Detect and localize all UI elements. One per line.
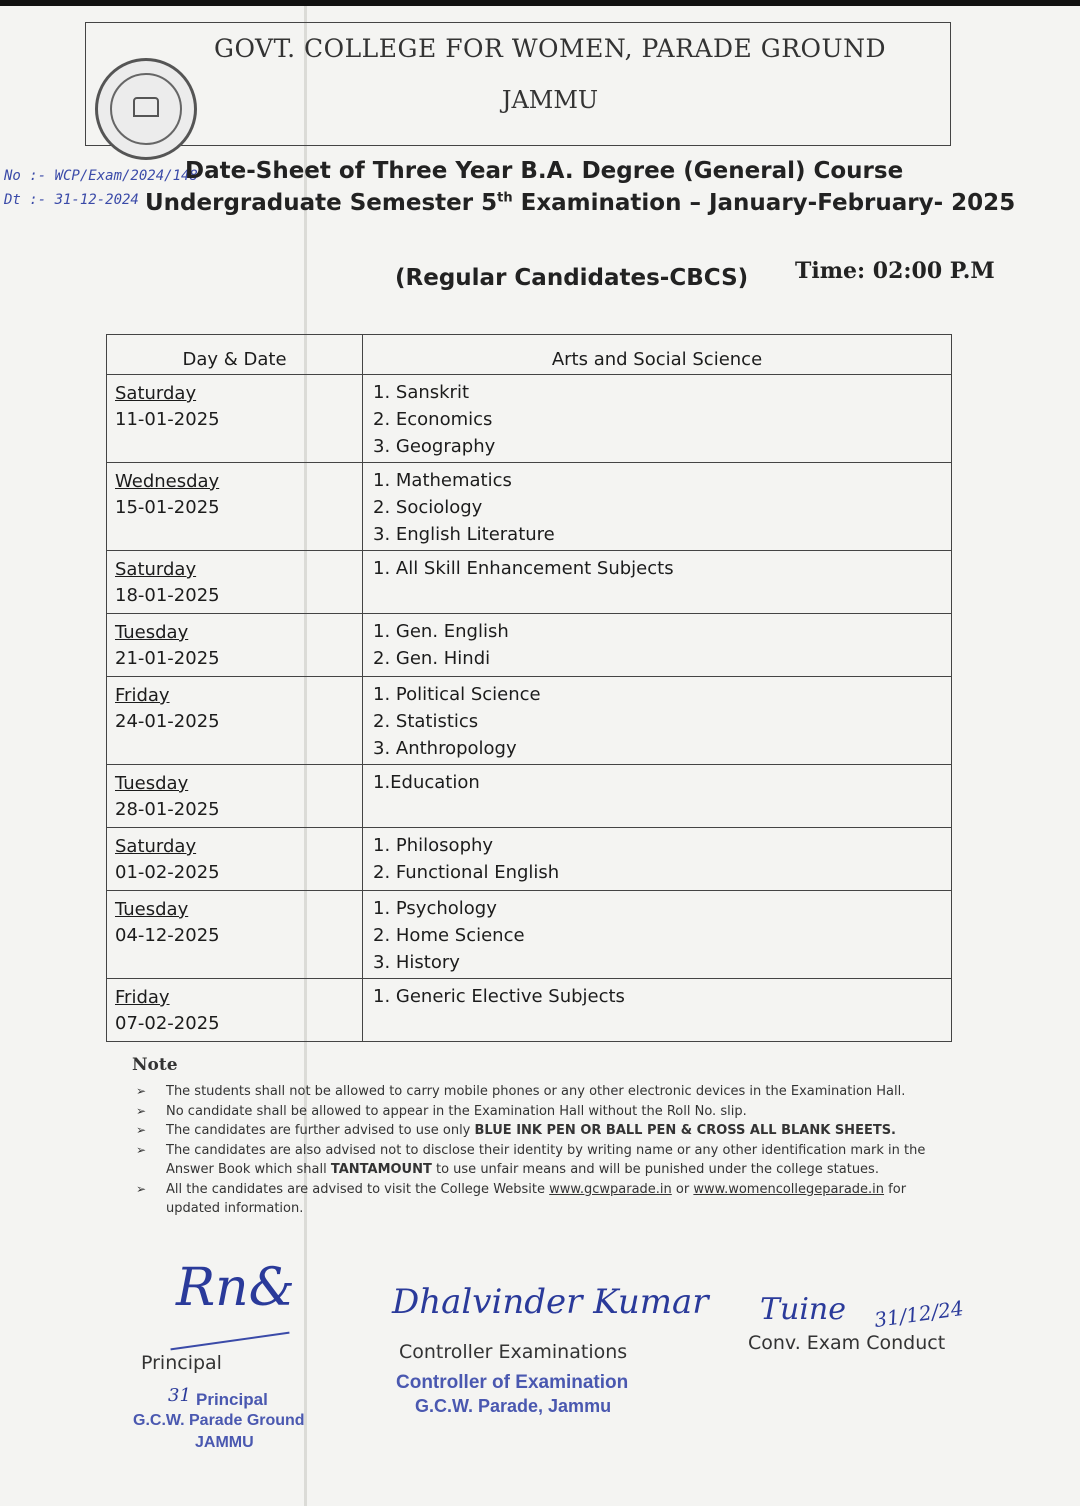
college-name: GOVT. COLLEGE FOR WOMEN, PARADE GROUND bbox=[213, 34, 886, 63]
table-row bbox=[107, 375, 952, 463]
col-subjects: Arts and Social Science bbox=[363, 335, 952, 375]
note-item: ➢ No candidate shall be allowed to appear in the Examination Hall without the Roll No. slip. bbox=[136, 1102, 946, 1122]
subjects-cell bbox=[363, 891, 952, 979]
exam-date: 28-01-2025 bbox=[115, 799, 220, 820]
college-seal-icon bbox=[95, 58, 197, 160]
exam-date: 24-01-2025 bbox=[115, 711, 220, 732]
conv-signature: Tuine bbox=[760, 1292, 847, 1327]
exam-date: 01-02-2025 bbox=[115, 862, 220, 883]
day-date-cell bbox=[107, 765, 363, 828]
subjects-cell bbox=[363, 375, 952, 463]
note-item: ➢ The candidates are further advised to use only BLUE INK PEN OR BALL PEN & CROSS ALL BLANK SHEETS. bbox=[136, 1121, 946, 1141]
exam-day: Tuesday bbox=[115, 899, 189, 920]
subject-item: 1. Gen. English bbox=[373, 621, 509, 642]
exam-day: Friday bbox=[115, 685, 170, 706]
website-link-1[interactable]: www.gcwparade.in bbox=[549, 1181, 672, 1197]
exam-day: Tuesday bbox=[115, 622, 189, 643]
subject-item: 2. Home Science bbox=[373, 925, 525, 946]
exam-day: Saturday bbox=[115, 383, 197, 404]
principal-stamp-line-3: JAMMU bbox=[195, 1434, 254, 1451]
principal-stamp-line-1: Principal bbox=[196, 1390, 268, 1409]
subjects-cell bbox=[363, 614, 952, 677]
controller-signature: Dhalvinder Kumar bbox=[392, 1282, 709, 1322]
table-row bbox=[107, 891, 952, 979]
subjects-cell bbox=[363, 677, 952, 765]
exam-date: 21-01-2025 bbox=[115, 648, 220, 669]
website-link-2[interactable]: www.womencollegeparade.in bbox=[693, 1181, 885, 1197]
title-line-2: Undergraduate Semester 5th Examination – January-February- 2025 bbox=[145, 190, 1016, 216]
exam-date: 11-01-2025 bbox=[115, 409, 220, 430]
subject-item: 3. Anthropology bbox=[373, 738, 517, 759]
conv-date: 31/12/24 bbox=[872, 1295, 966, 1333]
date-sheet-table bbox=[106, 334, 952, 1042]
principal-label: Principal bbox=[141, 1352, 222, 1374]
note-title: Note bbox=[132, 1055, 178, 1075]
reference-number: No :- WCP/Exam/2024/148 bbox=[4, 168, 198, 184]
subject-item: 1. Philosophy bbox=[373, 835, 494, 856]
subject-item: 2. Sociology bbox=[373, 497, 483, 518]
exam-day: Saturday bbox=[115, 836, 197, 857]
subject-item: 2. Gen. Hindi bbox=[373, 648, 491, 669]
subjects-cell bbox=[363, 828, 952, 891]
subject-item: 3. English Literature bbox=[373, 524, 555, 545]
principal-stamp-line-2: G.C.W. Parade Ground bbox=[133, 1412, 305, 1429]
day-date-cell bbox=[107, 979, 363, 1042]
subject-item: 3. History bbox=[373, 952, 460, 973]
college-city: JAMMU bbox=[501, 86, 599, 114]
principal-sign-stroke bbox=[170, 1332, 289, 1351]
subject-item: 1. Psychology bbox=[373, 898, 497, 919]
exam-date: 07-02-2025 bbox=[115, 1013, 220, 1034]
exam-date: 18-01-2025 bbox=[115, 585, 220, 606]
subjects-cell bbox=[363, 765, 952, 828]
day-date-cell bbox=[107, 551, 363, 614]
controller-stamp-line-1: Controller of Examination bbox=[396, 1372, 629, 1393]
table-row bbox=[107, 551, 952, 614]
subject-item: 2. Economics bbox=[373, 409, 493, 430]
controller-label: Controller Examinations bbox=[399, 1341, 628, 1363]
controller-stamp-line-2: G.C.W. Parade, Jammu bbox=[415, 1396, 612, 1416]
day-date-cell bbox=[107, 677, 363, 765]
subjects-cell bbox=[363, 979, 952, 1042]
exam-day: Friday bbox=[115, 987, 170, 1008]
subject-item: 2. Statistics bbox=[373, 711, 479, 732]
reference-date: Dt :- 31-12-2024 bbox=[4, 192, 139, 208]
exam-day: Wednesday bbox=[115, 471, 220, 492]
note-item: ➢ The candidates are also advised not to disclose their identity by writing name or any other identification mark in the Answer Book which shall TANTAMOUNT to use unfair means and will be punished under the college statues. bbox=[136, 1141, 946, 1180]
exam-date: 15-01-2025 bbox=[115, 497, 220, 518]
top-edge bbox=[0, 0, 1080, 6]
day-date-cell bbox=[107, 375, 363, 463]
table-row bbox=[107, 463, 952, 551]
table-row bbox=[107, 765, 952, 828]
principal-signature: Rn& bbox=[176, 1258, 295, 1318]
conv-label: Conv. Exam Conduct bbox=[748, 1332, 946, 1354]
title-line-1: Date-Sheet of Three Year B.A. Degree (General) Course bbox=[185, 158, 904, 184]
subject-item: 1. Generic Elective Subjects bbox=[373, 986, 625, 1007]
table-row bbox=[107, 828, 952, 891]
table-row bbox=[107, 979, 952, 1042]
subjects-cell bbox=[363, 463, 952, 551]
exam-day: Saturday bbox=[115, 559, 197, 580]
subject-item: 1.Education bbox=[373, 772, 480, 793]
subject-item: 1. Political Science bbox=[373, 684, 541, 705]
exam-date: 04-12-2025 bbox=[115, 925, 220, 946]
day-date-cell bbox=[107, 463, 363, 551]
note-item: ➢ The students shall not be allowed to carry mobile phones or any other electronic devices in the Examination Hall. bbox=[136, 1082, 946, 1102]
principal-date: 31 bbox=[168, 1385, 191, 1406]
subjects-cell bbox=[363, 551, 952, 614]
subject-item: 1. Mathematics bbox=[373, 470, 512, 491]
col-day-date: Day & Date bbox=[107, 335, 363, 375]
notes-list bbox=[136, 1082, 946, 1219]
day-date-cell bbox=[107, 614, 363, 677]
subject-item: 3. Geography bbox=[373, 436, 496, 457]
subject-item: 1. Sanskrit bbox=[373, 382, 470, 403]
exam-time: Time: 02:00 P.M bbox=[795, 258, 995, 284]
exam-day: Tuesday bbox=[115, 773, 189, 794]
day-date-cell bbox=[107, 891, 363, 979]
note-item: ➢ All the candidates are advised to visit the College Website www.gcwparade.in or www.womencollegeparade.in for updated information. bbox=[136, 1180, 946, 1219]
table-row bbox=[107, 677, 952, 765]
title-line-3: (Regular Candidates-CBCS) bbox=[395, 265, 749, 291]
day-date-cell bbox=[107, 828, 363, 891]
subject-item: 1. All Skill Enhancement Subjects bbox=[373, 558, 674, 579]
table-header-row bbox=[107, 335, 952, 375]
subject-item: 2. Functional English bbox=[373, 862, 560, 883]
table-row bbox=[107, 614, 952, 677]
